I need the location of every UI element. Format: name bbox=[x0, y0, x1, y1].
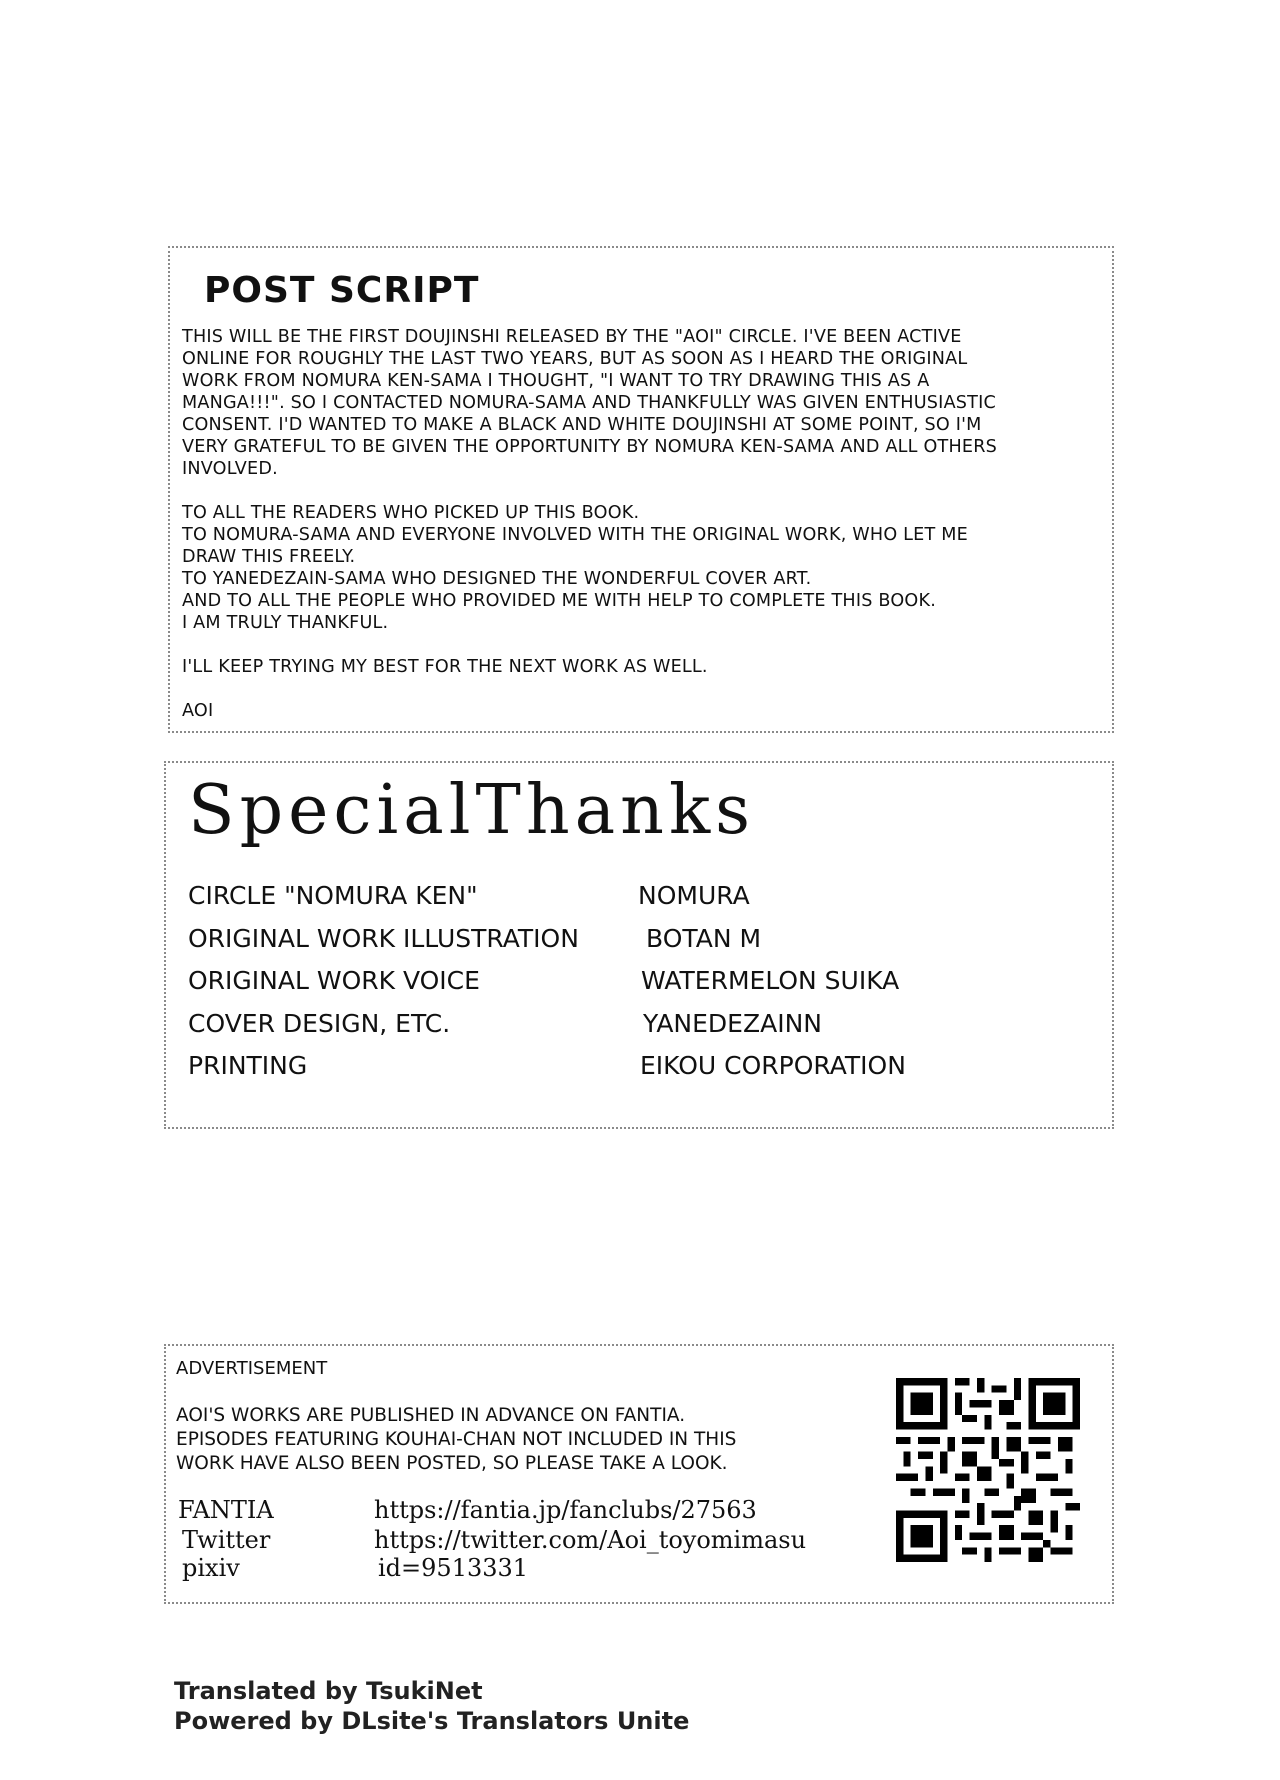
postscript-line: MANGA!!!". SO I CONTACTED NOMURA-SAMA AND THANKFULLY WAS GIVEN ENTHUSIASTIC bbox=[182, 393, 996, 413]
postscript-paragraph bbox=[182, 502, 1102, 634]
powered-by: Powered by DLsite's Translators Unite bbox=[174, 1707, 690, 1735]
advertisement-title: ADVERTISEMENT bbox=[176, 1358, 328, 1379]
credit-name: WATERMELON SUIKA bbox=[641, 966, 900, 995]
credit-row bbox=[188, 1051, 1088, 1091]
link-row-twitter bbox=[182, 1526, 922, 1556]
postscript-signature bbox=[182, 700, 1102, 722]
advertisement-line: WORK HAVE ALSO BEEN POSTED, SO PLEASE TAKE A LOOK. bbox=[176, 1453, 728, 1474]
credit-name: YANEDEZAINN bbox=[643, 1009, 822, 1038]
postscript-title: POST SCRIPT bbox=[204, 270, 480, 311]
postscript-line: TO NOMURA-SAMA AND EVERYONE INVOLVED WITH THE ORIGINAL WORK, WHO LET ME bbox=[182, 525, 968, 545]
postscript-line: AND TO ALL THE PEOPLE WHO PROVIDED ME WITH HELP TO COMPLETE THIS BOOK. bbox=[182, 591, 936, 611]
postscript-line: ONLINE FOR ROUGHLY THE LAST TWO YEARS, BUT AS SOON AS I HEARD THE ORIGINAL bbox=[182, 349, 968, 369]
link-url[interactable]: https://fantia.jp/fanclubs/27563 bbox=[374, 1496, 757, 1524]
credit-name: BOTAN M bbox=[646, 924, 762, 953]
credit-name: NOMURA bbox=[638, 881, 750, 910]
credit-role: COVER DESIGN, ETC. bbox=[188, 1009, 451, 1038]
postscript-line: I'LL KEEP TRYING MY BEST FOR THE NEXT WORK AS WELL. bbox=[182, 657, 708, 677]
postscript-line: DRAW THIS FREELY. bbox=[182, 547, 356, 567]
credit-role: ORIGINAL WORK VOICE bbox=[188, 966, 480, 995]
link-row-fantia bbox=[178, 1496, 918, 1526]
credit-role: CIRCLE "NOMURA KEN" bbox=[188, 881, 478, 910]
postscript-line: TO YANEDEZAIN-SAMA WHO DESIGNED THE WONDERFUL COVER ART. bbox=[182, 569, 812, 589]
credit-row bbox=[188, 966, 1088, 1006]
link-label: Twitter bbox=[182, 1526, 271, 1554]
advertisement-box bbox=[164, 1344, 1114, 1604]
credit-row bbox=[188, 1009, 1088, 1049]
qr-code-icon[interactable] bbox=[896, 1378, 1080, 1562]
advertisement-line: EPISODES FEATURING KOUHAI-CHAN NOT INCLUDED IN THIS bbox=[176, 1429, 737, 1450]
link-label: pixiv bbox=[182, 1554, 240, 1582]
postscript-line: VERY GRATEFUL TO BE GIVEN THE OPPORTUNITY BY NOMURA KEN-SAMA AND ALL OTHERS bbox=[182, 437, 998, 457]
translation-credits bbox=[174, 1676, 689, 1736]
link-url[interactable]: id=9513331 bbox=[378, 1554, 529, 1582]
postscript-line: WORK FROM NOMURA KEN-SAMA I THOUGHT, "I WANT TO TRY DRAWING THIS AS A bbox=[182, 371, 930, 391]
credit-row bbox=[188, 924, 1088, 964]
credit-role: PRINTING bbox=[188, 1051, 308, 1080]
postscript-line: CONSENT. I'D WANTED TO MAKE A BLACK AND WHITE DOUJINSHI AT SOME POINT, SO I'M bbox=[182, 415, 982, 435]
link-url[interactable]: https://twitter.com/Aoi_toyomimasu bbox=[374, 1526, 807, 1554]
special-thanks-box bbox=[164, 761, 1114, 1129]
credit-name: EIKOU CORPORATION bbox=[640, 1051, 906, 1080]
credit-role: ORIGINAL WORK ILLUSTRATION bbox=[188, 924, 579, 953]
translated-by: Translated by TsukiNet bbox=[174, 1677, 483, 1705]
link-row-pixiv bbox=[182, 1554, 922, 1584]
advertisement-line: AOI'S WORKS ARE PUBLISHED IN ADVANCE ON FANTIA. bbox=[176, 1405, 686, 1426]
special-thanks-title: SpecialThanks bbox=[188, 771, 756, 850]
postscript-line: INVOLVED. bbox=[182, 459, 278, 479]
postscript-line: AOI bbox=[182, 701, 214, 721]
credit-row bbox=[188, 881, 1088, 921]
postscript-line: THIS WILL BE THE FIRST DOUJINSHI RELEASED BY THE "AOI" CIRCLE. I'VE BEEN ACTIVE bbox=[182, 327, 962, 347]
postscript-line: I AM TRULY THANKFUL. bbox=[182, 613, 389, 633]
postscript-box bbox=[168, 246, 1114, 733]
postscript-line: TO ALL THE READERS WHO PICKED UP THIS BOOK. bbox=[182, 503, 640, 523]
postscript-paragraph bbox=[182, 656, 1102, 678]
postscript-body bbox=[182, 326, 1102, 744]
postscript-paragraph bbox=[182, 326, 1102, 480]
advertisement-body bbox=[176, 1404, 896, 1476]
link-label: FANTIA bbox=[178, 1496, 274, 1524]
